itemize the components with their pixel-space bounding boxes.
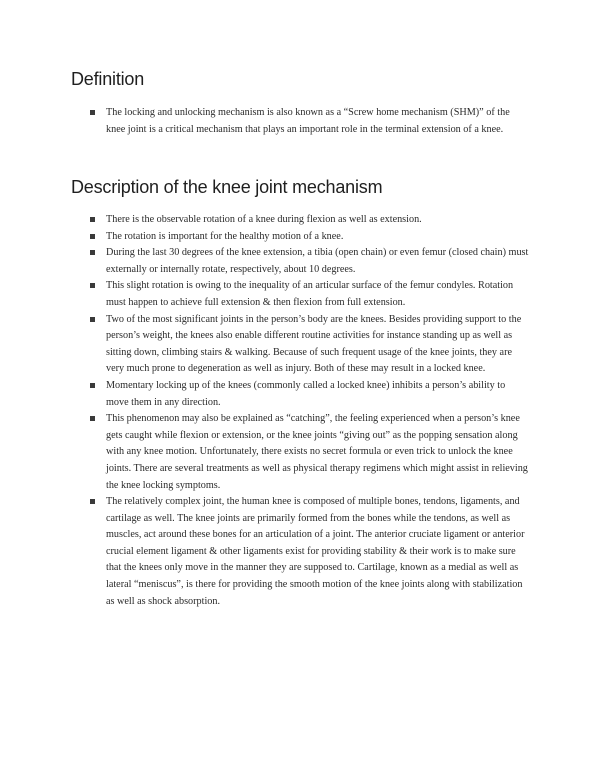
list-item-text: Momentary locking up of the knees (commonly called a locked knee) inhibits a person’s ability to move them in any direction. xyxy=(106,379,506,408)
bullet-square-icon xyxy=(90,317,95,322)
bullet-square-icon xyxy=(90,383,95,388)
definition-heading: Definition xyxy=(71,69,145,89)
bullet-square-icon xyxy=(90,250,95,255)
list-item-text: Two of the most significant joints in the person’s body are the knees. Besides providing support to the person’s weight, the knees also enable different routine activities for instance standing up as well as sitting down, climbing stairs & walking. Because of such frequent usage of the knee joints, they are very much prone to degeneration as well as injury. Both of these may result in a locked knee. xyxy=(106,313,522,375)
description-list xyxy=(90,212,530,610)
list-item xyxy=(90,278,530,311)
bullet-square-icon xyxy=(90,499,95,504)
bullet-square-icon xyxy=(90,283,95,288)
list-item xyxy=(90,378,530,411)
list-item-text: During the last 30 degrees of the knee extension, a tibia (open chain) or even femur (closed chain) must externally or internally rotate, respectively, about 10 degrees. xyxy=(106,247,529,275)
list-item-text: This slight rotation is owing to the inequality of an articular surface of the femur condyles. Rotation must happen to achieve full extension & then flexion from full extension. xyxy=(106,280,514,308)
list-item-text: There is the observable rotation of a knee during flexion as well as extension. xyxy=(106,214,422,225)
bullet-square-icon xyxy=(90,217,95,222)
list-item-text: The locking and unlocking mechanism is also known as a “Screw home mechanism (SHM)” of the knee joint is a critical mechanism that plays an important role in the terminal extension of a knee. xyxy=(106,107,510,135)
list-item xyxy=(90,212,530,229)
list-item xyxy=(90,312,530,378)
list-item xyxy=(90,411,530,494)
description-heading: Description of the knee joint mechanism xyxy=(71,177,383,197)
list-item-text: The relatively complex joint, the human knee is composed of multiple bones, tendons, ligaments, and cartilage as well. The knee joints are primarily formed from the bones while the tendons, as well as muscles, act around these bones for an articulation of a joint. The anterior cruciate ligament or anterior crucial element ligament & other ligaments exist for providing stability & their work is to make sure that the knees only move in the manner they are supposed to. Cartilage, known as a medial as well as lateral “meniscus”, is there for providing the smooth motion of the knee joints along with stabilization as well as shock absorption. xyxy=(106,496,525,607)
list-item-text: The rotation is important for the healthy motion of a knee. xyxy=(106,230,344,242)
bullet-square-icon xyxy=(90,416,95,421)
definition-list xyxy=(90,105,530,138)
bullet-square-icon xyxy=(90,110,95,115)
list-item xyxy=(90,245,530,278)
list-item-text: This phenomenon may also be explained as “catching”, the feeling experienced when a person’s knee gets caught while flexion or extension, or the knee joints “giving out” as the popping sensation along with any knee motion. Unfortunately, there exists no secret formula or even trick to unlock the knee joints. There are several treatments as well as physical therapy regimens which might assist in relieving the knee locking symptoms. xyxy=(106,413,528,491)
list-item xyxy=(90,494,530,610)
bullet-square-icon xyxy=(90,234,95,239)
list-item xyxy=(90,105,530,138)
list-item xyxy=(90,229,530,246)
